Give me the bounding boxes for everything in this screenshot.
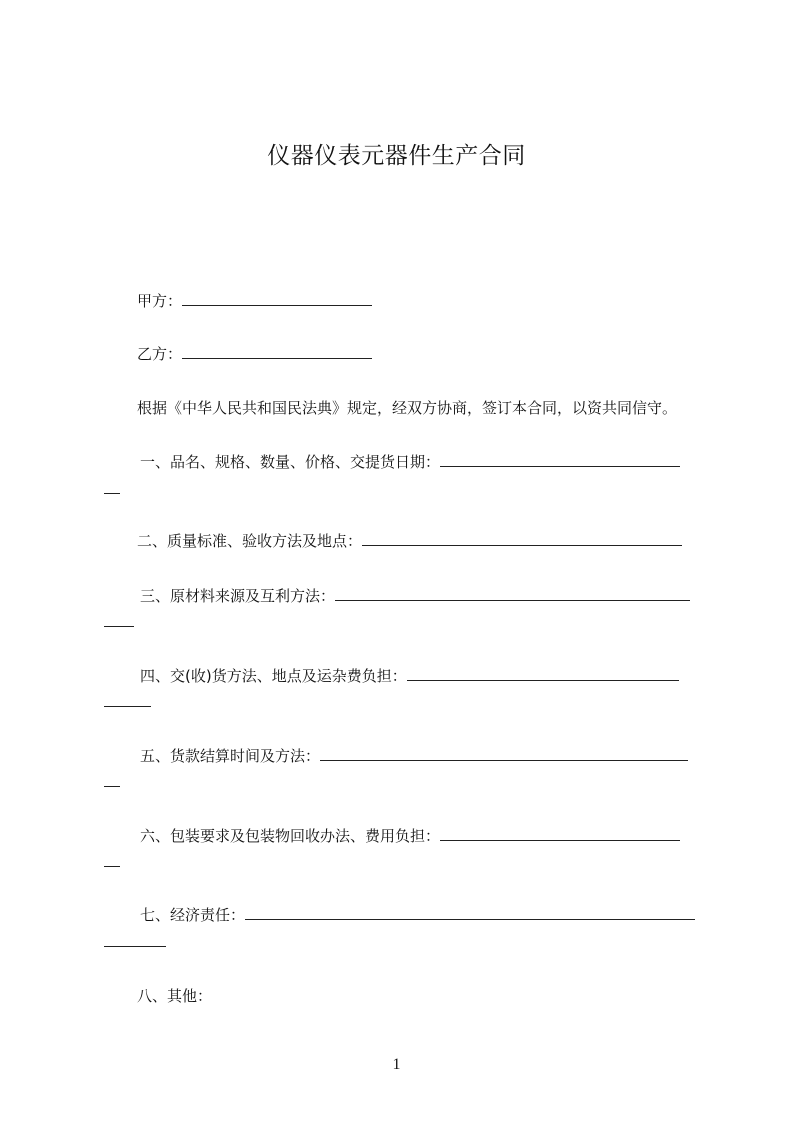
clause-6-label: 六、包装要求及包装物回收办法、费用负担： <box>140 827 441 845</box>
party-b-blank[interactable] <box>182 344 372 359</box>
clause-7-label: 七、经济责任： <box>140 906 246 924</box>
clause-3-label: 三、原材料来源及互利方法： <box>140 587 336 605</box>
party-a-line <box>137 290 372 312</box>
clause-1-blank-continuation <box>104 493 120 494</box>
clause-3-blank[interactable] <box>335 586 690 601</box>
preamble-text: 根据《中华人民共和国民法典》规定，经双方协商，签订本合同，以资共同信守。 <box>137 399 678 417</box>
clause-1-label: 一、品名、规格、数量、价格、交提货日期： <box>140 453 441 471</box>
page-number: 1 <box>392 1056 401 1073</box>
party-a-blank[interactable] <box>182 291 372 306</box>
clause-5-blank[interactable] <box>320 746 688 761</box>
page-title: 仪器仪表元器件生产合同 <box>267 143 526 169</box>
clause-4-blank-continuation <box>104 706 151 707</box>
clause-3-blank-continuation <box>104 626 134 627</box>
clause-1 <box>140 451 680 473</box>
clause-4 <box>140 665 679 687</box>
clause-4-blank[interactable] <box>407 666 679 681</box>
clause-2 <box>137 530 682 552</box>
clause-5-blank-continuation <box>104 786 120 787</box>
clause-5-label: 五、货款结算时间及方法： <box>140 747 321 765</box>
party-b-line <box>137 343 372 365</box>
clause-6-blank-continuation <box>104 866 120 867</box>
clause-7-blank-continuation <box>104 946 166 947</box>
clause-6-blank[interactable] <box>440 826 680 841</box>
party-a-label: 甲方： <box>137 292 183 310</box>
clause-2-blank[interactable] <box>362 531 682 546</box>
clause-4-label: 四、交(收)货方法、地点及运杂费负担： <box>140 667 407 685</box>
clause-7-blank[interactable] <box>245 905 695 920</box>
clause-8: 八、其他： <box>137 987 213 1005</box>
clause-6 <box>140 825 680 847</box>
party-b-label: 乙方： <box>137 345 183 363</box>
clause-2-label: 二、质量标准、验收方法及地点： <box>137 532 363 550</box>
clause-7 <box>140 904 695 926</box>
clause-5 <box>140 745 688 767</box>
clause-1-blank[interactable] <box>440 452 680 467</box>
clause-3 <box>140 585 690 607</box>
